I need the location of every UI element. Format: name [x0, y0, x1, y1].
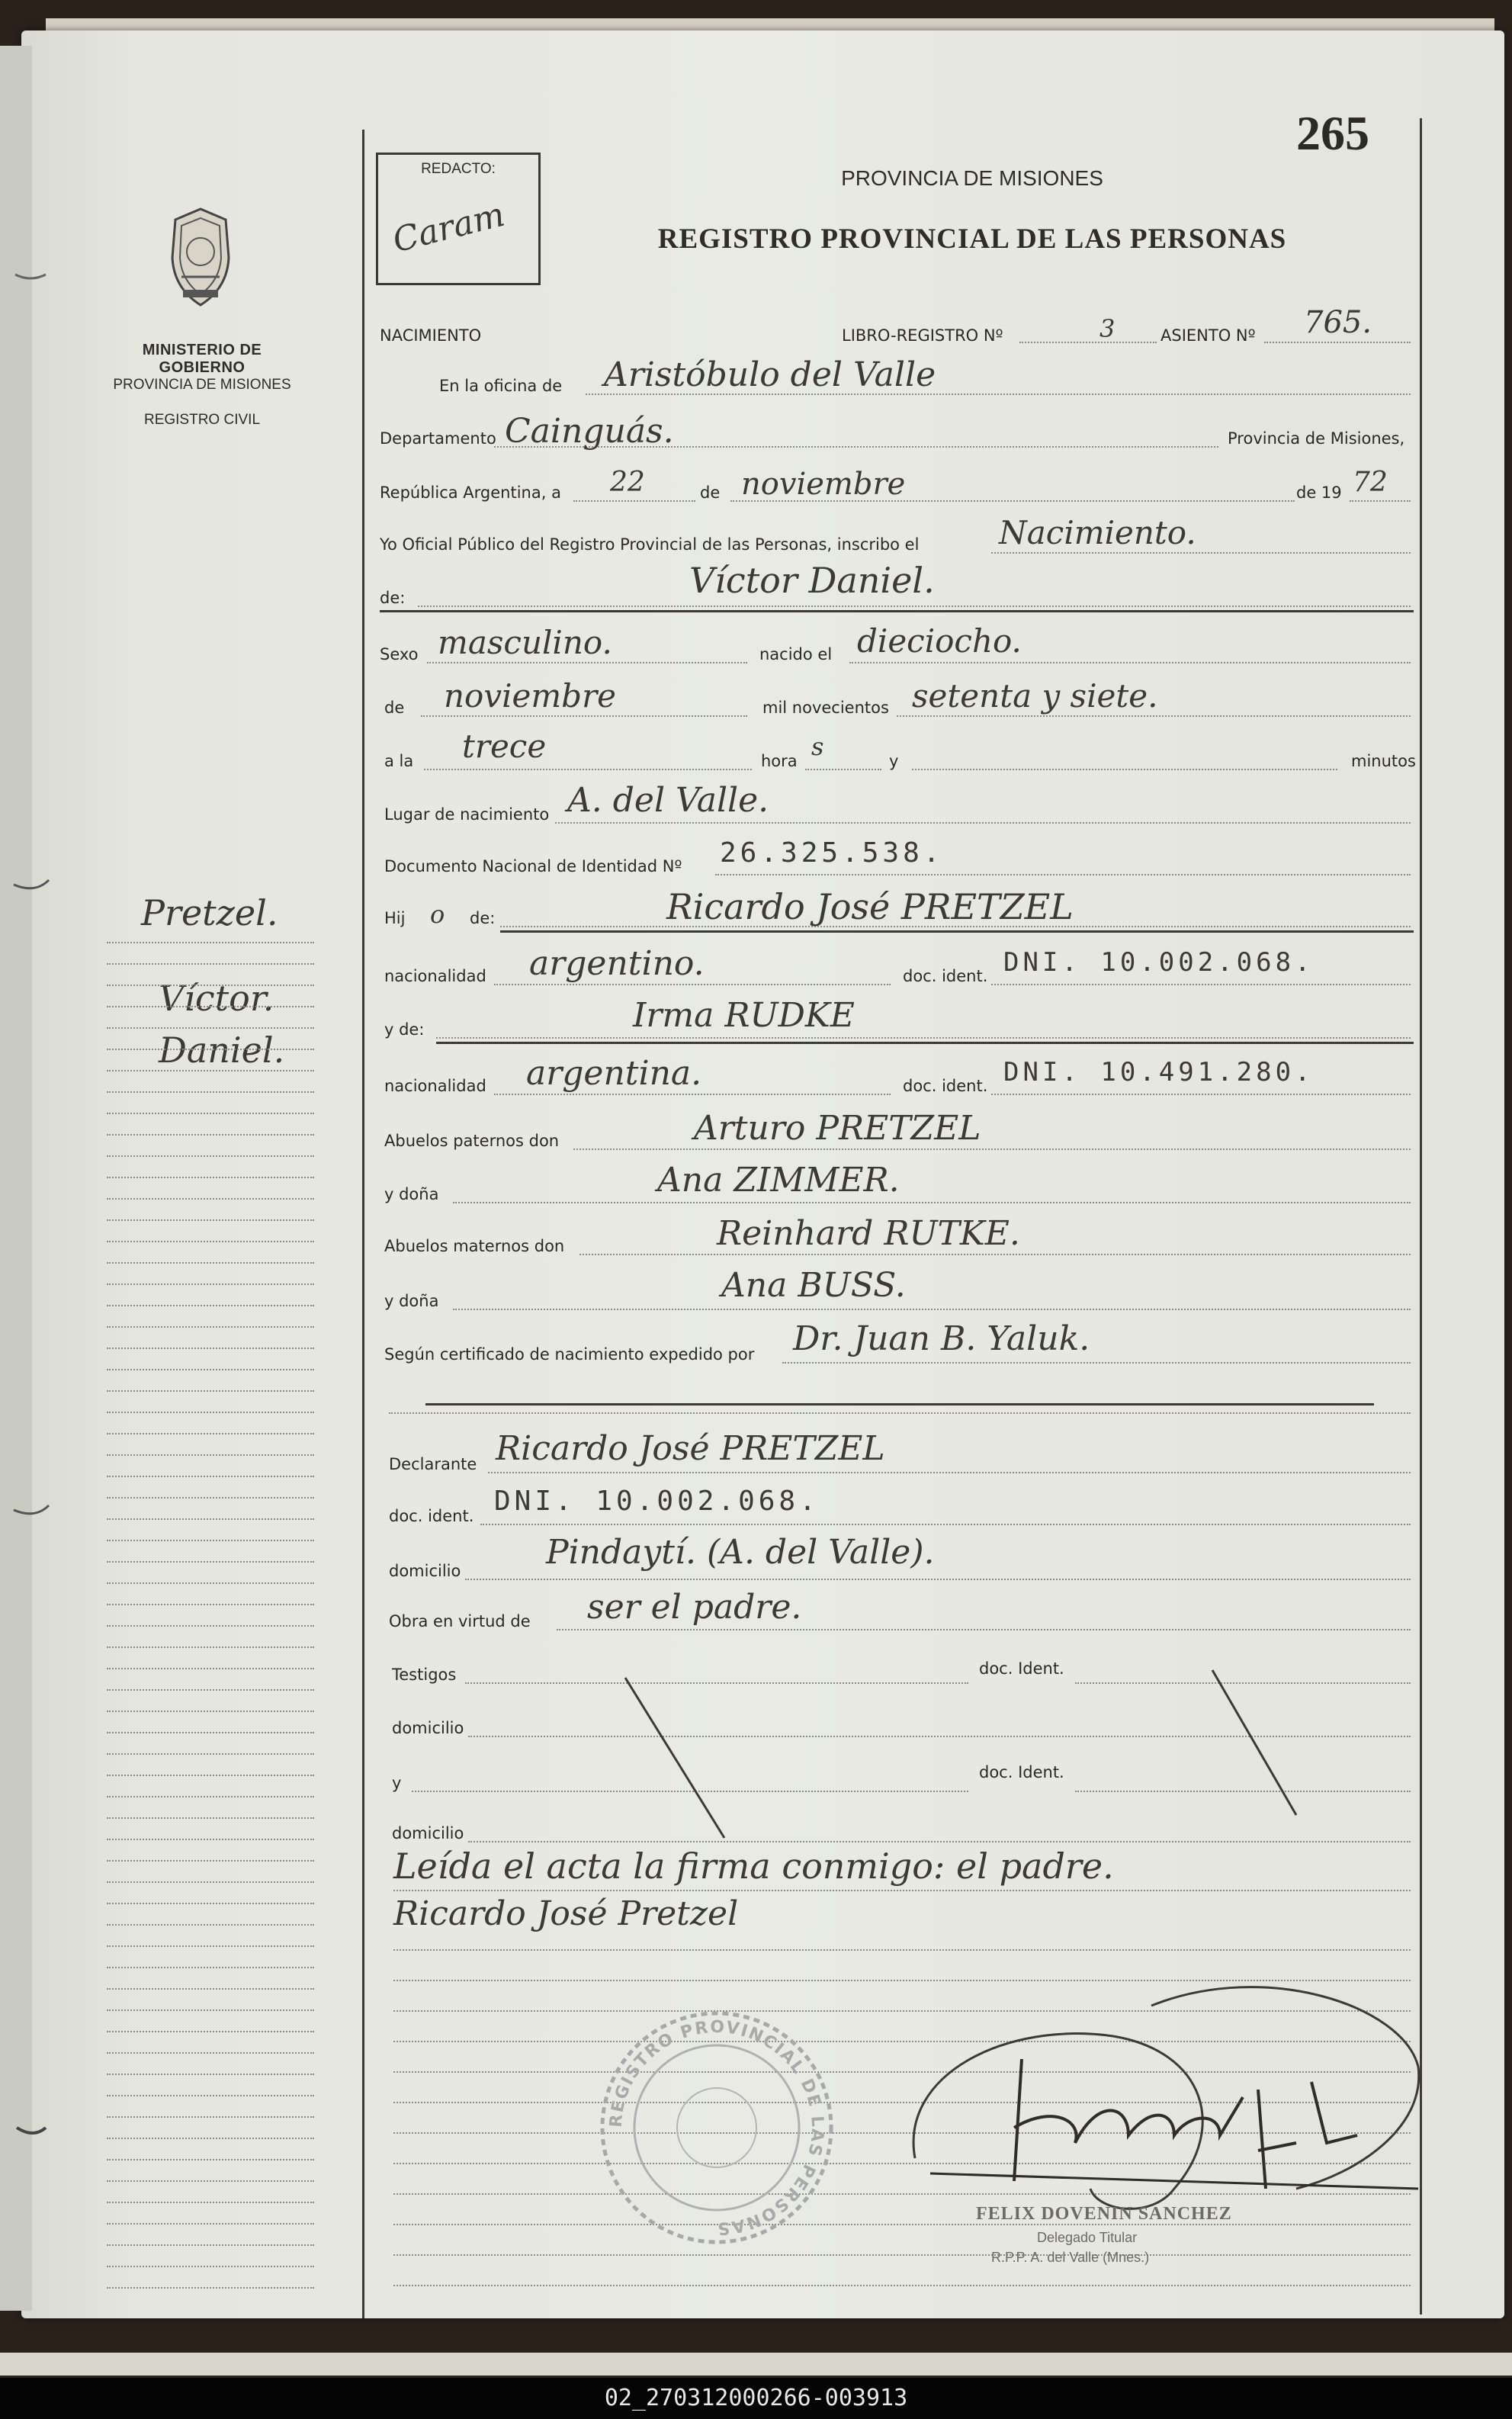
nac1-value: argentino. [529, 944, 705, 983]
abpat2-value: Ana ZIMMER. [657, 1161, 900, 1200]
margin-ruled-line [107, 1177, 314, 1178]
mes2-value: noviembre [444, 677, 616, 715]
margin-ruled-line [107, 1753, 314, 1755]
abpat-value: Arturo PRETZEL [694, 1109, 981, 1148]
mes-value: noviembre [741, 467, 906, 502]
docident3-label: doc. Ident. [979, 1763, 1064, 1781]
declarante-label: Declarante [389, 1455, 477, 1473]
sexo-value: masculino. [438, 624, 612, 661]
margin-ruled-line [107, 985, 314, 986]
margin-ruled-line [107, 1967, 314, 1968]
margin-ruled-line [107, 1839, 314, 1840]
seal-text: REGISTRO PROVINCIAL DE LAS PERSONAS [606, 2017, 827, 2238]
image-id-footer: 02_270312000266-003913 [0, 2378, 1512, 2419]
minutos-label: minutos [1351, 752, 1416, 770]
margin-ruled-line [107, 1903, 314, 1904]
nombre-value: Víctor Daniel. [689, 560, 935, 601]
domicilio-label: domicilio [389, 1562, 461, 1580]
y-label: y [889, 752, 899, 770]
nac2-value: argentina. [526, 1054, 702, 1093]
redacto-signature: Caram [389, 194, 509, 261]
margin-ruled-line [107, 1091, 314, 1093]
republica-label: República Argentina, a [380, 483, 561, 502]
margin-ruled-line [107, 1049, 314, 1050]
leida-line-1: Leída el acta la firma conmigo: el padre. [393, 1846, 1114, 1887]
margin-ruled-line [107, 1945, 314, 1947]
libro-label: LIBRO-REGISTRO Nº [842, 326, 1003, 345]
margin-ruled-line [107, 2074, 314, 2075]
witness-strikethrough [610, 1662, 1334, 1846]
margin-ruled-line [107, 1241, 314, 1242]
ydona2-label: y doña [384, 1292, 439, 1310]
padre-value: Ricardo José PRETZEL [666, 886, 1074, 927]
mil-label: mil novecientos [762, 699, 889, 717]
dni-value: 26.325.538. [720, 837, 944, 869]
margin-ruled-line [107, 1433, 314, 1434]
departamento-label: Departamento [380, 429, 496, 448]
page-number: 265 [1296, 106, 1369, 160]
cert-label: Según certificado de nacimiento expedido por [384, 1345, 755, 1364]
margin-ruled-line [107, 1689, 314, 1691]
de-label: de [700, 483, 721, 502]
leida-line-2: Ricardo José Pretzel [393, 1894, 739, 1933]
margin-ruled-line [107, 1796, 314, 1797]
margin-ruled-line [107, 1625, 314, 1627]
margin-ruled-line [107, 2052, 314, 2054]
margin-ruled-line [107, 1668, 314, 1669]
margin-ruled-line [107, 1283, 314, 1285]
margin-ruled-line [107, 1518, 314, 1520]
margin-ruled-line [107, 2159, 314, 2160]
lugar-value: A. del Valle. [567, 781, 769, 820]
lugar-label: Lugar de nacimiento [384, 805, 550, 824]
provincia-suffix: Provincia de Misiones, [1228, 429, 1405, 448]
margin-ruled-line [107, 2116, 314, 2118]
abmat-label: Abuelos maternos don [384, 1237, 565, 1255]
header-province: PROVINCIA DE MISIONES [841, 166, 1103, 190]
blank-ruled-line [393, 2285, 1411, 2286]
blank-ruled-line [393, 1949, 1411, 1951]
yde-label: y de: [384, 1020, 425, 1039]
registry-seal [595, 2006, 839, 2250]
main-left-rule [362, 130, 364, 2318]
margin-ruled-line [107, 1540, 314, 1541]
margin-ruled-line [107, 2031, 314, 2032]
margin-ruled-line [107, 1155, 314, 1157]
hora-label: hora [761, 752, 798, 770]
margin-note-first-name: Víctor. [159, 978, 274, 1019]
binding-stitches [0, 229, 53, 2212]
mil-value: setenta y siete. [912, 677, 1158, 715]
doc1-label: doc. ident. [903, 967, 988, 985]
margin-ruled-line [107, 1604, 314, 1605]
ala-label: a la [384, 752, 414, 770]
domicilio2-label: domicilio [392, 1719, 464, 1737]
margin-ruled-line [107, 1924, 314, 1926]
official-office: R.P.P. A. del Valle (Mnes.) [991, 2250, 1150, 2265]
testigos-label: Testigos [392, 1666, 457, 1684]
dni-label: Documento Nacional de Identidad Nº [384, 857, 682, 875]
hora-s: s [811, 732, 824, 761]
abmat2-value: Ana BUSS. [721, 1266, 906, 1305]
doc2-label: doc. ident. [903, 1077, 988, 1095]
hijo-label: Hij [384, 909, 406, 927]
margin-ruled-line [107, 1390, 314, 1392]
inscribo-label: Yo Oficial Público del Registro Provincial de las Personas, inscribo el [380, 535, 920, 554]
margin-ruled-line [107, 1860, 314, 1862]
hijo-suffix: o [430, 900, 445, 929]
margin-ruled-line [107, 1198, 314, 1200]
obra-value: ser el padre. [587, 1588, 802, 1627]
margin-ruled-line [107, 942, 314, 943]
margin-ruled-line [107, 1348, 314, 1349]
ydona1-label: y doña [384, 1185, 439, 1203]
cert-value: Dr. Juan B. Yaluk. [793, 1319, 1090, 1358]
anio-value: 72 [1353, 467, 1388, 498]
coat-of-arms-emblem [166, 204, 235, 311]
margin-ruled-line [107, 1262, 314, 1264]
ministry-label: MINISTERIO DE GOBIERNO [142, 342, 262, 376]
doc2-value: DNI. 10.491.280. [1003, 1057, 1315, 1087]
libro-value: 3 [1099, 314, 1116, 343]
anio-label: de 19 [1296, 483, 1342, 502]
margin-ruled-line [107, 1775, 314, 1776]
redacto-box [376, 153, 541, 285]
margin-ruled-line [107, 1582, 314, 1584]
docident-label: doc. ident. [389, 1507, 474, 1525]
header-title: REGISTRO PROVINCIAL DE LAS PERSONAS [657, 223, 1287, 255]
nac2-label: nacionalidad [384, 1077, 486, 1095]
doc1-value: DNI. 10.002.068. [1003, 947, 1315, 978]
margin-ruled-line [107, 1476, 314, 1477]
margin-ruled-line [107, 1305, 314, 1306]
margin-ruled-line [107, 2223, 314, 2225]
margin-note-middle-name: Daniel. [159, 1030, 285, 1071]
y2-label: y [392, 1774, 402, 1792]
redacto-label: REDACTO: [421, 161, 496, 177]
record-type-label: NACIMIENTO [380, 326, 482, 345]
official-name: FELIX DOVENIN SANCHEZ [976, 2204, 1232, 2224]
margin-ruled-line [107, 1988, 314, 1990]
abmat-value: Reinhard RUTKE. [717, 1214, 1020, 1253]
declarante-value: Ricardo José PRETZEL [496, 1429, 885, 1468]
oficina-label: En la oficina de [439, 377, 563, 395]
margin-ruled-line [107, 1497, 314, 1499]
margin-note-surname: Pretzel. [141, 892, 278, 933]
docident2-label: doc. Ident. [979, 1659, 1064, 1678]
nac1-label: nacionalidad [384, 967, 486, 985]
madre-value: Irma RUDKE [633, 996, 855, 1035]
obra-label: Obra en virtud de [389, 1612, 531, 1630]
de2-label: de [384, 699, 405, 717]
inscribo-value: Nacimiento. [999, 514, 1196, 551]
book-bottom-edge [0, 2353, 1512, 2376]
hora-value: trece [462, 728, 547, 765]
hijo-de-label: de: [470, 909, 496, 927]
registro-civil-label: REGISTRO CIVIL [143, 412, 261, 428]
domicilio3-label: domicilio [392, 1824, 464, 1842]
margin-ruled-line [107, 2287, 314, 2289]
margin-ruled-line [107, 1219, 314, 1221]
margin-ruled-line [107, 963, 314, 965]
margin-ruled-line [107, 1369, 314, 1370]
docident-value: DNI. 10.002.068. [494, 1486, 820, 1517]
margin-ruled-line [107, 1412, 314, 1413]
margin-ruled-line [107, 1134, 314, 1136]
margin-ruled-line [107, 1817, 314, 1819]
nacido-label: nacido el [759, 645, 833, 663]
margin-ruled-line [107, 2009, 314, 2011]
margin-ruled-line [107, 1326, 314, 1328]
domicilio-value: Pindaytí. (A. del Valle). [546, 1533, 935, 1572]
dia-value: 22 [610, 467, 645, 498]
asiento-value: 765. [1304, 305, 1372, 340]
margin-ruled-line [107, 2180, 314, 2182]
margin-ruled-line [107, 2095, 314, 2096]
margin-ruled-line [107, 1070, 314, 1071]
nombre-label: de: [380, 589, 406, 607]
oficina-value: Aristóbulo del Valle [604, 355, 936, 394]
margin-ruled-line [107, 2138, 314, 2139]
margin-ruled-line [107, 2202, 314, 2203]
margin-ruled-line [107, 1454, 314, 1456]
margin-ruled-line [107, 1732, 314, 1733]
margin-ruled-line [107, 1646, 314, 1648]
departamento-value: Cainguás. [505, 412, 674, 451]
sexo-label: Sexo [380, 645, 419, 663]
margin-ruled-line [107, 2266, 314, 2267]
abpat-label: Abuelos paternos don [384, 1132, 560, 1150]
margin-ruled-line [107, 1006, 314, 1007]
sidebar-province-label: PROVINCIA DE MISIONES [113, 377, 291, 393]
margin-ruled-line [107, 1881, 314, 1883]
asiento-label: ASIENTO Nº [1160, 326, 1256, 345]
official-title: Delegado Titular [1037, 2230, 1138, 2245]
margin-ruled-line [107, 1711, 314, 1712]
margin-ruled-line [107, 2244, 314, 2246]
margin-ruled-line [107, 1027, 314, 1029]
svg-text:REGISTRO PROVINCIAL DE LAS PER [607, 2018, 827, 2237]
nacido-value: dieciocho. [857, 622, 1022, 660]
margin-ruled-line [107, 1561, 314, 1563]
margin-ruled-line [107, 1113, 314, 1114]
